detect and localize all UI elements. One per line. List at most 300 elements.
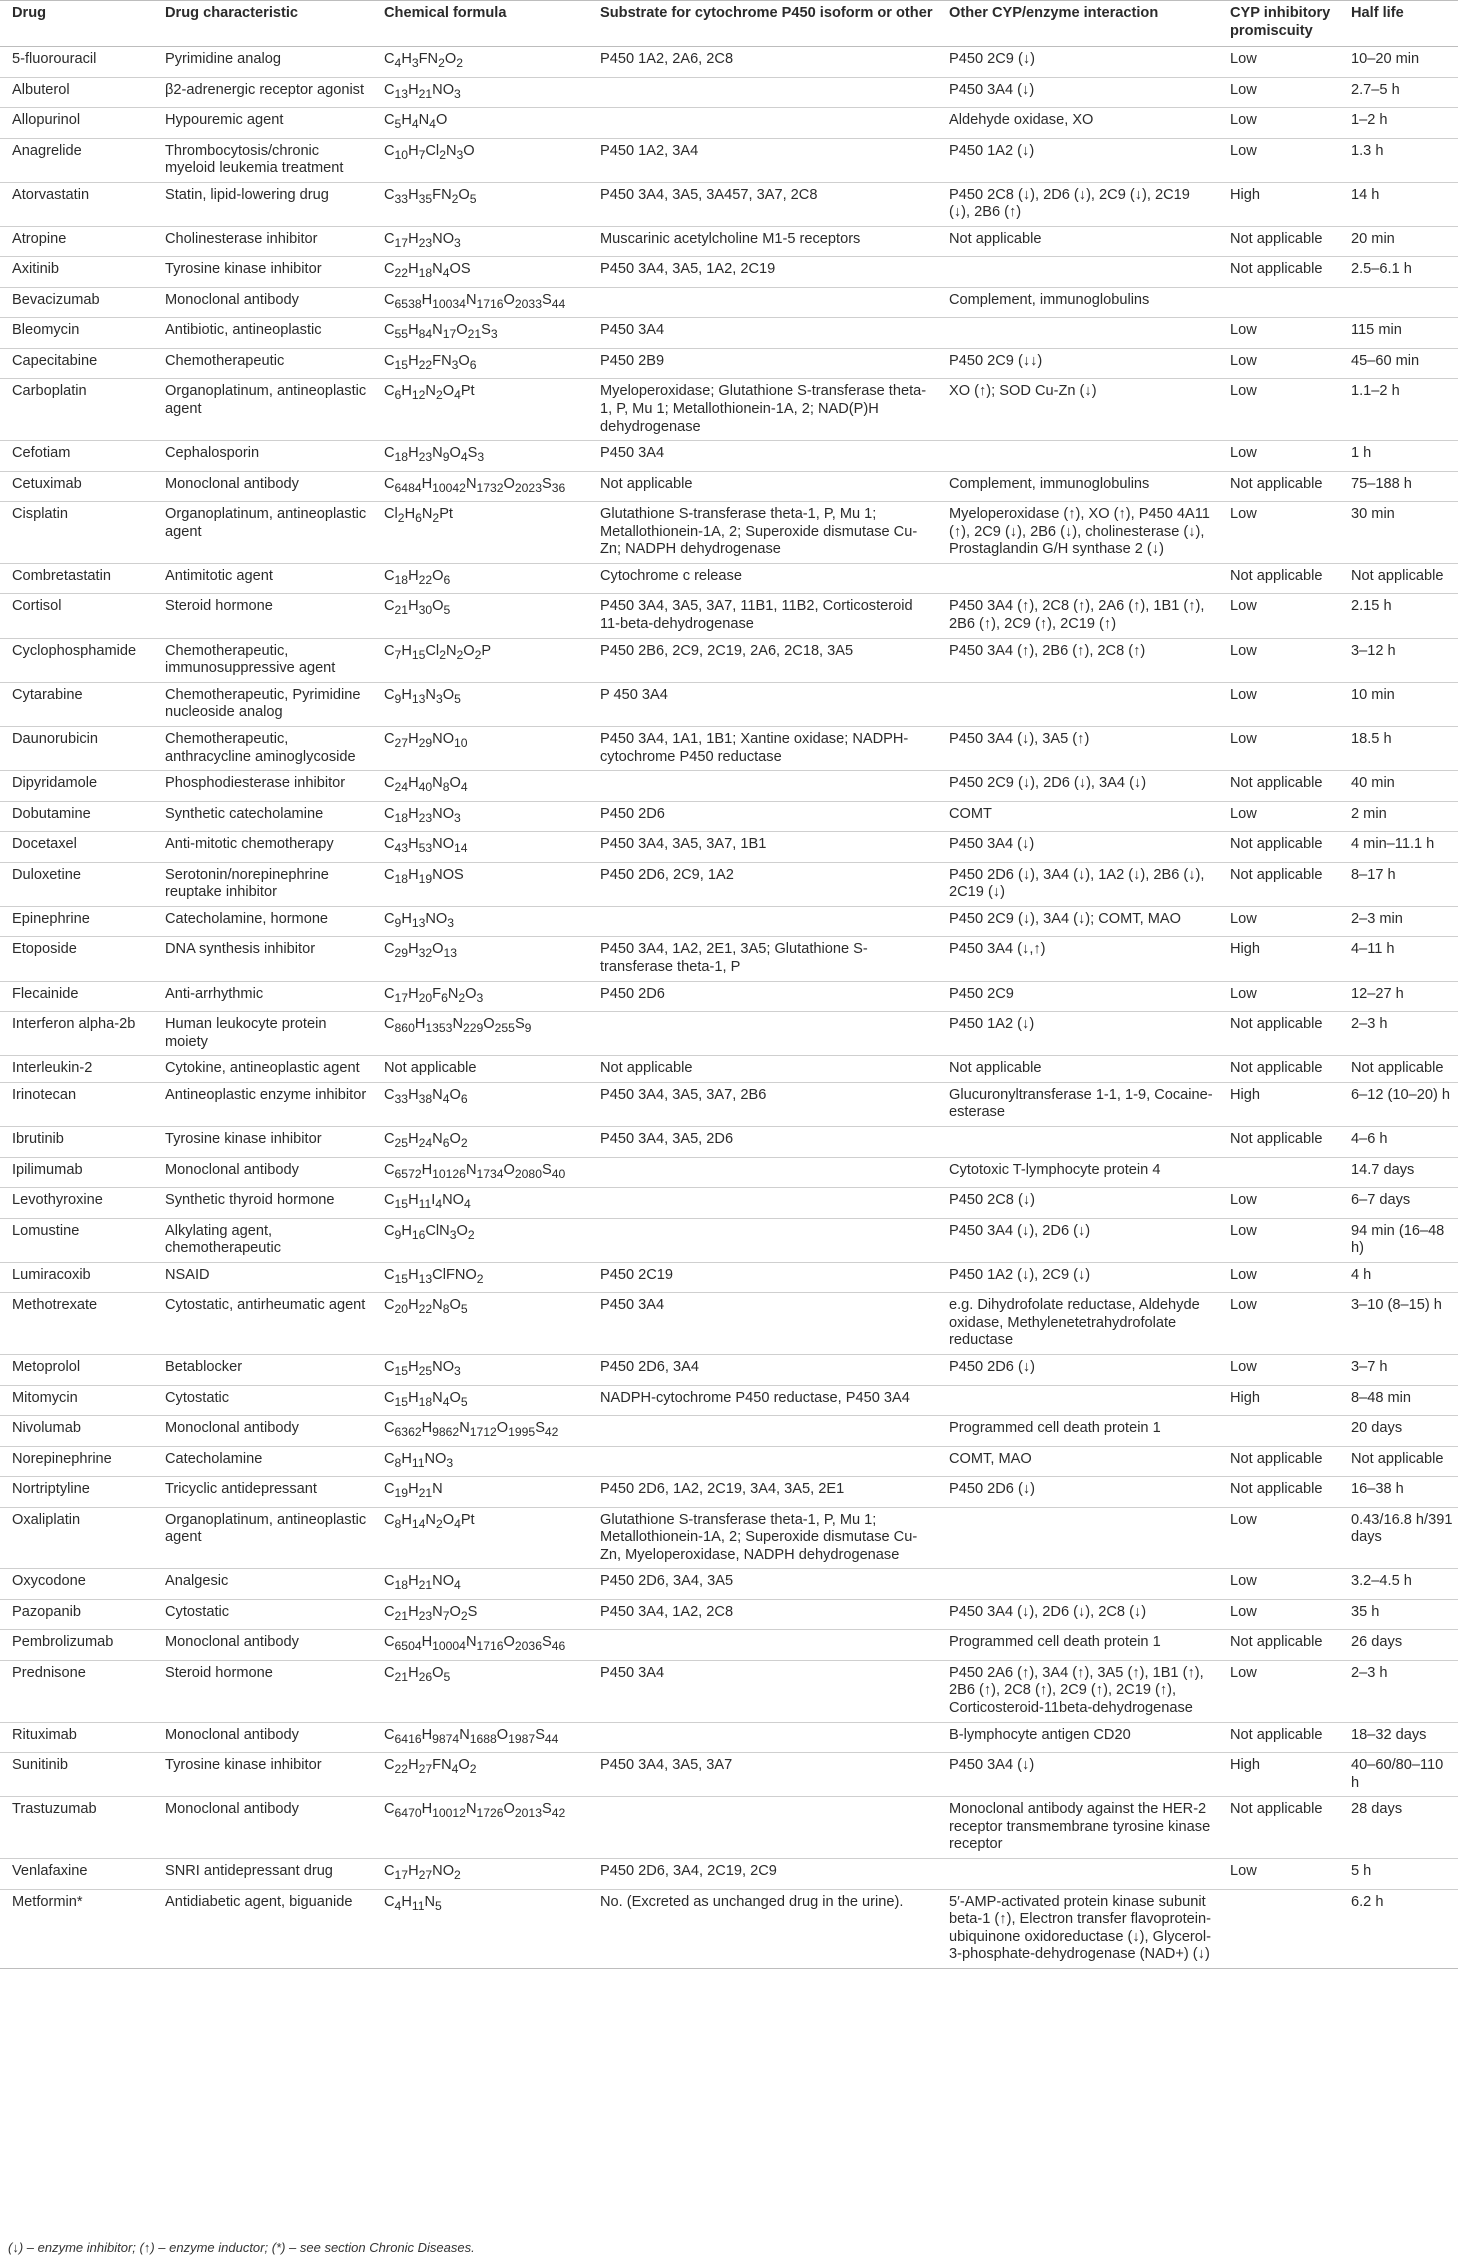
table-row <box>0 77 1458 108</box>
table-body <box>0 47 1458 1969</box>
cell-chemical-formula: $C_{15}H_{25}NO_3$ <box>372 1355 588 1386</box>
cell-drug-characteristic: Chemotherapeutic, Pyrimidine nucleoside analog <box>153 682 372 726</box>
cell-chemical-formula: $C_{15}H_{18}N_4O_5$ <box>372 1385 588 1416</box>
cell-other-interaction <box>937 1127 1218 1158</box>
cell-drug-characteristic: Pyrimidine analog <box>153 47 372 78</box>
table-row <box>0 1355 1458 1386</box>
cell-cyp-promiscuity: Low <box>1218 682 1339 726</box>
cell-half-life: 40–60/80–110 h <box>1339 1753 1458 1797</box>
cell-substrate: Cytochrome c release <box>588 563 937 594</box>
cell-drug-characteristic: Tyrosine kinase inhibitor <box>153 257 372 288</box>
cell-cyp-promiscuity: Low <box>1218 1262 1339 1293</box>
cell-drug: Norepinephrine <box>0 1446 153 1477</box>
table-row <box>0 638 1458 682</box>
cell-chemical-formula: $C_{29}H_{32}O_{13}$ <box>372 937 588 981</box>
cell-drug-characteristic: Monoclonal antibody <box>153 287 372 318</box>
cell-cyp-promiscuity: Not applicable <box>1218 1797 1339 1859</box>
cell-drug: Albuterol <box>0 77 153 108</box>
cell-half-life: 12–27 h <box>1339 981 1458 1012</box>
cell-cyp-promiscuity <box>1218 1889 1339 1968</box>
cell-chemical-formula: Not applicable <box>372 1056 588 1083</box>
cell-cyp-promiscuity: Not applicable <box>1218 1722 1339 1753</box>
cell-half-life: 3–12 h <box>1339 638 1458 682</box>
cell-half-life: Not applicable <box>1339 563 1458 594</box>
cell-other-interaction <box>937 441 1218 472</box>
cell-drug: Levothyroxine <box>0 1188 153 1219</box>
table-row <box>0 1660 1458 1722</box>
cell-chemical-formula: $C_{21}H_{30}O_5$ <box>372 594 588 638</box>
cell-other-interaction: P450 3A4 (↓) <box>937 1753 1218 1797</box>
cell-chemical-formula: $C_9H_{13}N_3O_5$ <box>372 682 588 726</box>
cell-other-interaction: P450 2C8 (↓) <box>937 1188 1218 1219</box>
cell-drug-characteristic: Catecholamine <box>153 1446 372 1477</box>
cell-half-life: 10 min <box>1339 682 1458 726</box>
cell-other-interaction: e.g. Dihydrofolate reductase, Aldehyde oxidase, Methylenetetrahydrofolate reductase <box>937 1293 1218 1355</box>
cell-substrate: P450 2D6 <box>588 801 937 832</box>
cell-drug: Bevacizumab <box>0 287 153 318</box>
cell-drug-characteristic: Betablocker <box>153 1355 372 1386</box>
cell-chemical-formula: $C_{6538}H_{10034}N_{1716}O_{2033}S_{44}$ <box>372 287 588 318</box>
cell-cyp-promiscuity: Not applicable <box>1218 1477 1339 1508</box>
cell-cyp-promiscuity: Low <box>1218 801 1339 832</box>
table-row <box>0 226 1458 257</box>
cell-drug: Nivolumab <box>0 1416 153 1447</box>
cell-drug-characteristic: Anti-mitotic chemotherapy <box>153 832 372 863</box>
table-row <box>0 108 1458 139</box>
cell-drug: Carboplatin <box>0 379 153 441</box>
cell-drug-characteristic: Organoplatinum, antineoplastic agent <box>153 502 372 564</box>
cell-cyp-promiscuity: Not applicable <box>1218 471 1339 502</box>
cell-chemical-formula: $C_{13}H_{21}NO_3$ <box>372 77 588 108</box>
cell-drug-characteristic: Tyrosine kinase inhibitor <box>153 1127 372 1158</box>
cell-drug-characteristic: Synthetic thyroid hormone <box>153 1188 372 1219</box>
table-row <box>0 937 1458 981</box>
cell-cyp-promiscuity: Low <box>1218 638 1339 682</box>
cell-chemical-formula: $C_{25}H_{24}N_6O_2$ <box>372 1127 588 1158</box>
cell-cyp-promiscuity: Not applicable <box>1218 1630 1339 1661</box>
cell-other-interaction: P450 2C9 (↓), 2D6 (↓), 3A4 (↓) <box>937 771 1218 802</box>
cell-drug-characteristic: Tyrosine kinase inhibitor <box>153 1753 372 1797</box>
cell-cyp-promiscuity: Low <box>1218 1599 1339 1630</box>
cell-cyp-promiscuity: Not applicable <box>1218 226 1339 257</box>
cell-chemical-formula: $C_{21}H_{26}O_5$ <box>372 1660 588 1722</box>
table-row <box>0 727 1458 771</box>
cell-other-interaction: P450 3A4 (↓), 3A5 (↑) <box>937 727 1218 771</box>
cell-substrate: P450 2B9 <box>588 348 937 379</box>
cell-substrate: P450 3A4 <box>588 1293 937 1355</box>
cell-chemical-formula: $C_{24}H_{40}N_8O_4$ <box>372 771 588 802</box>
cell-other-interaction: Myeloperoxidase (↑), XO (↑), P450 4A11 (↑), 2C9 (↓), 2B6 (↓), cholinesterase (↓), Prostaglandin G/H synthase 2 (↓) <box>937 502 1218 564</box>
cell-drug: Allopurinol <box>0 108 153 139</box>
cell-chemical-formula: $C_{22}H_{18}N_4OS$ <box>372 257 588 288</box>
cell-chemical-formula: $C_7H_{15}Cl_2N_2O_2P$ <box>372 638 588 682</box>
cell-drug-characteristic: Steroid hormone <box>153 1660 372 1722</box>
cell-substrate: P450 3A4, 3A5, 1A2, 2C19 <box>588 257 937 288</box>
cell-drug: Duloxetine <box>0 862 153 906</box>
cell-drug-characteristic: SNRI antidepressant drug <box>153 1859 372 1890</box>
header-drug: Drug <box>0 1 153 47</box>
table-row <box>0 257 1458 288</box>
cell-drug-characteristic: Cytostatic <box>153 1599 372 1630</box>
cell-cyp-promiscuity <box>1218 287 1339 318</box>
cell-drug: Cetuximab <box>0 471 153 502</box>
cell-drug: Cisplatin <box>0 502 153 564</box>
cell-drug-characteristic: Monoclonal antibody <box>153 1157 372 1188</box>
table-row <box>0 1012 1458 1056</box>
cell-other-interaction: P450 3A4 (↑), 2B6 (↑), 2C8 (↑) <box>937 638 1218 682</box>
cell-substrate: P450 1A2, 3A4 <box>588 138 937 182</box>
cell-drug: Irinotecan <box>0 1082 153 1126</box>
cell-cyp-promiscuity: Not applicable <box>1218 771 1339 802</box>
cell-cyp-promiscuity: Low <box>1218 906 1339 937</box>
cell-cyp-promiscuity: High <box>1218 1385 1339 1416</box>
cell-other-interaction: Monoclonal antibody against the HER-2 receptor transmembrane tyrosine kinase receptor <box>937 1797 1218 1859</box>
cell-drug: Prednisone <box>0 1660 153 1722</box>
cell-other-interaction: P450 2D6 (↓) <box>937 1477 1218 1508</box>
table-row <box>0 1127 1458 1158</box>
table-header-row <box>0 1 1458 47</box>
cell-half-life: 1–2 h <box>1339 108 1458 139</box>
cell-cyp-promiscuity: Low <box>1218 318 1339 349</box>
cell-substrate <box>588 771 937 802</box>
cell-half-life: 14 h <box>1339 182 1458 226</box>
cell-other-interaction: P450 3A4 (↑), 2C8 (↑), 2A6 (↑), 1B1 (↑), 2B6 (↑), 2C9 (↑), 2C19 (↑) <box>937 594 1218 638</box>
cell-drug: Lumiracoxib <box>0 1262 153 1293</box>
cell-other-interaction: Not applicable <box>937 1056 1218 1083</box>
cell-other-interaction <box>937 563 1218 594</box>
cell-other-interaction <box>937 1569 1218 1600</box>
cell-half-life: 6–12 (10–20) h <box>1339 1082 1458 1126</box>
cell-drug-characteristic: Synthetic catecholamine <box>153 801 372 832</box>
cell-substrate: P 450 3A4 <box>588 682 937 726</box>
cell-chemical-formula: $C_{15}H_{13}ClFNO_2$ <box>372 1262 588 1293</box>
cell-substrate <box>588 1797 937 1859</box>
cell-cyp-promiscuity: Low <box>1218 441 1339 472</box>
cell-other-interaction: COMT <box>937 801 1218 832</box>
cell-drug-characteristic: Alkylating agent, chemotherapeutic <box>153 1218 372 1262</box>
cell-cyp-promiscuity: Low <box>1218 594 1339 638</box>
table-row <box>0 563 1458 594</box>
cell-other-interaction: Glucuronyltransferase 1-1, 1-9, Cocaine-esterase <box>937 1082 1218 1126</box>
table-row <box>0 379 1458 441</box>
cell-chemical-formula: $C_{55}H_{84}N_{17}O_{21}S_3$ <box>372 318 588 349</box>
cell-drug: Combretastatin <box>0 563 153 594</box>
cell-cyp-promiscuity: Low <box>1218 1507 1339 1569</box>
table-row <box>0 594 1458 638</box>
cell-drug: Nortriptyline <box>0 1477 153 1508</box>
cell-other-interaction: Aldehyde oxidase, XO <box>937 108 1218 139</box>
cell-substrate: P450 3A4, 1A2, 2C8 <box>588 1599 937 1630</box>
cell-cyp-promiscuity <box>1218 1416 1339 1447</box>
table-row <box>0 1385 1458 1416</box>
cell-substrate: P450 2D6, 3A4 <box>588 1355 937 1386</box>
table-row <box>0 1293 1458 1355</box>
cell-drug-characteristic: Monoclonal antibody <box>153 1722 372 1753</box>
cell-half-life: 1.3 h <box>1339 138 1458 182</box>
cell-chemical-formula: $C_{17}H_{20}F_6N_2O_3$ <box>372 981 588 1012</box>
cell-cyp-promiscuity: Low <box>1218 981 1339 1012</box>
cell-drug-characteristic: β2-adrenergic receptor agonist <box>153 77 372 108</box>
table-row <box>0 1797 1458 1859</box>
cell-substrate: Myeloperoxidase; Glutathione S-transferase theta-1, P, Mu 1; Metallothionein-1A, 2; NAD(P)H dehydrogenase <box>588 379 937 441</box>
cell-drug: Cytarabine <box>0 682 153 726</box>
cell-cyp-promiscuity: Low <box>1218 108 1339 139</box>
cell-chemical-formula: $C_{15}H_{22}FN_3O_6$ <box>372 348 588 379</box>
cell-drug-characteristic: Monoclonal antibody <box>153 1630 372 1661</box>
cell-substrate: P450 3A4 <box>588 441 937 472</box>
cell-drug-characteristic: Analgesic <box>153 1569 372 1600</box>
table-row <box>0 502 1458 564</box>
cell-other-interaction: P450 3A4 (↓) <box>937 832 1218 863</box>
cell-other-interaction <box>937 257 1218 288</box>
cell-half-life: 18–32 days <box>1339 1722 1458 1753</box>
cell-cyp-promiscuity: Low <box>1218 47 1339 78</box>
cell-chemical-formula: $C_{6416}H_{9874}N_{1688}O_{1987}S_{44}$ <box>372 1722 588 1753</box>
cell-half-life: 2.7–5 h <box>1339 77 1458 108</box>
table-row <box>0 1477 1458 1508</box>
cell-substrate: P450 2D6, 2C9, 1A2 <box>588 862 937 906</box>
cell-other-interaction: Complement, immunoglobulins <box>937 287 1218 318</box>
cell-substrate: Not applicable <box>588 1056 937 1083</box>
table-row <box>0 1188 1458 1219</box>
cell-cyp-promiscuity: Low <box>1218 1660 1339 1722</box>
cell-half-life: Not applicable <box>1339 1056 1458 1083</box>
cell-other-interaction <box>937 1859 1218 1890</box>
cell-drug: Atorvastatin <box>0 182 153 226</box>
cell-drug: Axitinib <box>0 257 153 288</box>
cell-other-interaction: P450 2C9 (↓↓) <box>937 348 1218 379</box>
cell-chemical-formula: $C_{19}H_{21}N$ <box>372 1477 588 1508</box>
cell-drug-characteristic: Cholinesterase inhibitor <box>153 226 372 257</box>
cell-drug: Ibrutinib <box>0 1127 153 1158</box>
cell-other-interaction: P450 3A4 (↓) <box>937 77 1218 108</box>
cell-chemical-formula: $C_{18}H_{19}NOS$ <box>372 862 588 906</box>
table-row <box>0 471 1458 502</box>
cell-other-interaction: P450 3A4 (↓,↑) <box>937 937 1218 981</box>
cell-cyp-promiscuity: Low <box>1218 138 1339 182</box>
cell-half-life <box>1339 287 1458 318</box>
cell-cyp-promiscuity: Low <box>1218 1188 1339 1219</box>
cell-substrate: P450 3A4, 3A5, 3A457, 3A7, 2C8 <box>588 182 937 226</box>
cell-drug: Interleukin-2 <box>0 1056 153 1083</box>
table-row <box>0 1507 1458 1569</box>
cell-substrate: P450 1A2, 2A6, 2C8 <box>588 47 937 78</box>
cell-chemical-formula: $C_{6504}H_{10004}N_{1716}O_{2036}S_{46}$ <box>372 1630 588 1661</box>
cell-drug-characteristic: Tricyclic antidepressant <box>153 1477 372 1508</box>
cell-drug-characteristic: Hypouremic agent <box>153 108 372 139</box>
cell-half-life: 3–7 h <box>1339 1355 1458 1386</box>
cell-drug: Pembrolizumab <box>0 1630 153 1661</box>
cell-other-interaction: P450 2C9 (↓) <box>937 47 1218 78</box>
cell-drug-characteristic: Organoplatinum, antineoplastic agent <box>153 379 372 441</box>
cell-cyp-promiscuity: High <box>1218 182 1339 226</box>
cell-drug-characteristic: Monoclonal antibody <box>153 1416 372 1447</box>
cell-cyp-promiscuity: Low <box>1218 502 1339 564</box>
cell-drug: Methotrexate <box>0 1293 153 1355</box>
cell-substrate <box>588 1630 937 1661</box>
cell-substrate: No. (Excreted as unchanged drug in the urine). <box>588 1889 937 1968</box>
cell-half-life: 3.2–4.5 h <box>1339 1569 1458 1600</box>
cell-drug: Dobutamine <box>0 801 153 832</box>
cell-half-life: 5 h <box>1339 1859 1458 1890</box>
cell-half-life: 16–38 h <box>1339 1477 1458 1508</box>
cell-drug: Lomustine <box>0 1218 153 1262</box>
cell-other-interaction: P450 2C9 <box>937 981 1218 1012</box>
cell-substrate: Muscarinic acetylcholine M1-5 receptors <box>588 226 937 257</box>
cell-other-interaction: P450 3A4 (↓), 2D6 (↓), 2C8 (↓) <box>937 1599 1218 1630</box>
cell-drug-characteristic: Phosphodiesterase inhibitor <box>153 771 372 802</box>
table-row <box>0 1446 1458 1477</box>
cell-cyp-promiscuity: Not applicable <box>1218 563 1339 594</box>
table-row <box>0 47 1458 78</box>
cell-drug-characteristic: Cytostatic, antirheumatic agent <box>153 1293 372 1355</box>
table-row <box>0 1889 1458 1968</box>
cell-half-life: 2.5–6.1 h <box>1339 257 1458 288</box>
cell-substrate: P450 3A4, 3A5, 3A7, 11B1, 11B2, Corticosteroid 11-beta-dehydrogenase <box>588 594 937 638</box>
cell-drug-characteristic: Chemotherapeutic <box>153 348 372 379</box>
cell-substrate <box>588 1446 937 1477</box>
cell-substrate <box>588 1416 937 1447</box>
cell-drug-characteristic: DNA synthesis inhibitor <box>153 937 372 981</box>
header-cyp-promiscuity: CYP inhibitory promiscuity <box>1218 1 1339 47</box>
cell-half-life: 0.43/16.8 h/391 days <box>1339 1507 1458 1569</box>
cell-cyp-promiscuity: Low <box>1218 348 1339 379</box>
cell-other-interaction: P450 2D6 (↓), 3A4 (↓), 1A2 (↓), 2B6 (↓), 2C19 (↓) <box>937 862 1218 906</box>
cell-substrate: P450 3A4, 3A5, 2D6 <box>588 1127 937 1158</box>
cell-drug-characteristic: Cytostatic <box>153 1385 372 1416</box>
table-row <box>0 1753 1458 1797</box>
cell-cyp-promiscuity: Low <box>1218 1293 1339 1355</box>
cell-drug: Sunitinib <box>0 1753 153 1797</box>
cell-drug-characteristic: Antineoplastic enzyme inhibitor <box>153 1082 372 1126</box>
cell-half-life: 2–3 h <box>1339 1660 1458 1722</box>
table-row <box>0 862 1458 906</box>
cell-drug: 5-fluorouracil <box>0 47 153 78</box>
cell-drug-characteristic: Antidiabetic agent, biguanide <box>153 1889 372 1968</box>
cell-drug-characteristic: Statin, lipid-lowering drug <box>153 182 372 226</box>
cell-half-life: 4–11 h <box>1339 937 1458 981</box>
cell-half-life: 18.5 h <box>1339 727 1458 771</box>
cell-drug: Mitomycin <box>0 1385 153 1416</box>
cell-chemical-formula: $C_4H_{11}N_5$ <box>372 1889 588 1968</box>
cell-drug-characteristic: Monoclonal antibody <box>153 1797 372 1859</box>
cell-substrate: Not applicable <box>588 471 937 502</box>
cell-chemical-formula: $C_{27}H_{29}NO_{10}$ <box>372 727 588 771</box>
cell-cyp-promiscuity: Not applicable <box>1218 1056 1339 1083</box>
cell-substrate: P450 3A4, 3A5, 3A7 <box>588 1753 937 1797</box>
cell-substrate <box>588 287 937 318</box>
cell-drug: Epinephrine <box>0 906 153 937</box>
cell-cyp-promiscuity <box>1218 1157 1339 1188</box>
cell-cyp-promiscuity: Not applicable <box>1218 832 1339 863</box>
cell-cyp-promiscuity: Not applicable <box>1218 1446 1339 1477</box>
cell-drug: Bleomycin <box>0 318 153 349</box>
cell-other-interaction: Complement, immunoglobulins <box>937 471 1218 502</box>
cell-half-life: 2 min <box>1339 801 1458 832</box>
table-row <box>0 1569 1458 1600</box>
cell-other-interaction: Cytotoxic T-lymphocyte protein 4 <box>937 1157 1218 1188</box>
table-row <box>0 1157 1458 1188</box>
cell-other-interaction: P450 1A2 (↓), 2C9 (↓) <box>937 1262 1218 1293</box>
cell-cyp-promiscuity: Not applicable <box>1218 257 1339 288</box>
cell-drug: Flecainide <box>0 981 153 1012</box>
cell-half-life: 8–48 min <box>1339 1385 1458 1416</box>
cell-drug: Oxaliplatin <box>0 1507 153 1569</box>
cell-half-life: 3–10 (8–15) h <box>1339 1293 1458 1355</box>
cell-chemical-formula: $C_{18}H_{22}O_6$ <box>372 563 588 594</box>
cell-chemical-formula: $C_{10}H_7Cl_2N_3O$ <box>372 138 588 182</box>
table-row <box>0 981 1458 1012</box>
cell-substrate <box>588 108 937 139</box>
cell-chemical-formula: $C_{21}H_{23}N_7O_2S$ <box>372 1599 588 1630</box>
cell-other-interaction: P450 1A2 (↓) <box>937 138 1218 182</box>
cell-other-interaction: 5′-AMP-activated protein kinase subunit beta-1 (↑), Electron transfer flavoprotein-ubiquinone oxidoreductase (↓), Glycerol-3-phosphate-dehydrogenase (NAD+) (↓) <box>937 1889 1218 1968</box>
cell-chemical-formula: $C_4H_3FN_2O_2$ <box>372 47 588 78</box>
cell-chemical-formula: $C_{6470}H_{10012}N_{1726}O_{2013}S_{42}$ <box>372 1797 588 1859</box>
table-row <box>0 682 1458 726</box>
cell-half-life: 2–3 min <box>1339 906 1458 937</box>
cell-other-interaction <box>937 318 1218 349</box>
cell-drug-characteristic: Catecholamine, hormone <box>153 906 372 937</box>
cell-half-life: 2.15 h <box>1339 594 1458 638</box>
cell-half-life: 4 min–11.1 h <box>1339 832 1458 863</box>
cell-drug-characteristic: Antimitotic agent <box>153 563 372 594</box>
cell-cyp-promiscuity: Low <box>1218 1859 1339 1890</box>
cell-chemical-formula: $C_{18}H_{23}N_9O_4S_3$ <box>372 441 588 472</box>
cell-cyp-promiscuity: Low <box>1218 727 1339 771</box>
cell-half-life: 28 days <box>1339 1797 1458 1859</box>
table-row <box>0 1262 1458 1293</box>
cell-substrate <box>588 1012 937 1056</box>
table-row <box>0 182 1458 226</box>
cell-half-life: 20 days <box>1339 1416 1458 1447</box>
cell-chemical-formula: $C_{33}H_{35}FN_2O_5$ <box>372 182 588 226</box>
cell-chemical-formula: $C_6H_{12}N_2O_4Pt$ <box>372 379 588 441</box>
cell-other-interaction: P450 2D6 (↓) <box>937 1355 1218 1386</box>
cell-substrate <box>588 1157 937 1188</box>
cell-half-life: 40 min <box>1339 771 1458 802</box>
cell-other-interaction <box>937 682 1218 726</box>
cell-cyp-promiscuity: Not applicable <box>1218 1012 1339 1056</box>
table-row <box>0 1599 1458 1630</box>
header-substrate: Substrate for cytochrome P450 isoform or other <box>588 1 937 47</box>
cell-half-life: 35 h <box>1339 1599 1458 1630</box>
cell-half-life: 94 min (16–48 h) <box>1339 1218 1458 1262</box>
header-drug-characteristic: Drug characteristic <box>153 1 372 47</box>
cell-drug: Ipilimumab <box>0 1157 153 1188</box>
cell-substrate <box>588 1722 937 1753</box>
header-chemical-formula: Chemical formula <box>372 1 588 47</box>
cell-drug: Cefotiam <box>0 441 153 472</box>
cell-other-interaction: P450 2C8 (↓), 2D6 (↓), 2C9 (↓), 2C19 (↓), 2B6 (↑) <box>937 182 1218 226</box>
cell-drug-characteristic: Steroid hormone <box>153 594 372 638</box>
cell-other-interaction: P450 3A4 (↓), 2D6 (↓) <box>937 1218 1218 1262</box>
table-row <box>0 832 1458 863</box>
cell-chemical-formula: $C_9H_{16}ClN_3O_2$ <box>372 1218 588 1262</box>
cell-other-interaction: Programmed cell death protein 1 <box>937 1416 1218 1447</box>
cell-drug: Trastuzumab <box>0 1797 153 1859</box>
header-half-life: Half life <box>1339 1 1458 47</box>
cell-substrate: P450 2D6 <box>588 981 937 1012</box>
cell-other-interaction <box>937 1385 1218 1416</box>
cell-drug-characteristic: Cephalosporin <box>153 441 372 472</box>
cell-other-interaction: P450 1A2 (↓) <box>937 1012 1218 1056</box>
cell-half-life: 1.1–2 h <box>1339 379 1458 441</box>
cell-chemical-formula: $C_{6362}H_{9862}N_{1712}O_{1995}S_{42}$ <box>372 1416 588 1447</box>
cell-half-life: 115 min <box>1339 318 1458 349</box>
cell-chemical-formula: $C_{17}H_{23}NO_3$ <box>372 226 588 257</box>
cell-drug: Interferon alpha-2b <box>0 1012 153 1056</box>
